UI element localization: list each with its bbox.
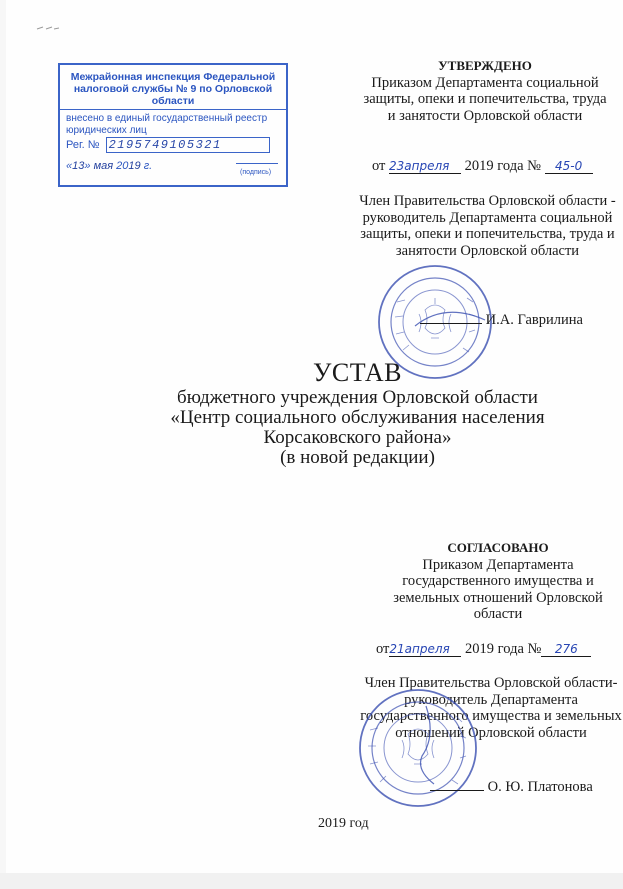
reg-label: Рег. № bbox=[66, 139, 100, 151]
agreed-date-suffix: 2019 года № bbox=[465, 641, 542, 657]
approved-date-prefix: от bbox=[372, 158, 386, 174]
title-line-2: «Центр социального обслуживания населения bbox=[170, 407, 545, 428]
approved-date-hand: 23апреля bbox=[389, 159, 461, 174]
agreed-date-line bbox=[376, 641, 591, 658]
signature-line-2 bbox=[430, 790, 484, 791]
title-main: УСТАВ bbox=[313, 358, 402, 387]
official-1-position: Член Правительства Орловской области - руководитель Департамента социальной защиты, опеки и попечительства, труда и занятости Орловской области bbox=[359, 193, 616, 259]
date-year: 19 bbox=[128, 160, 141, 172]
agreed-block bbox=[378, 540, 618, 623]
scan-edge-left bbox=[0, 0, 6, 889]
tax-stamp-sign-caption: (подпись) bbox=[240, 169, 272, 176]
reg-number: 2195749105321 bbox=[106, 137, 270, 153]
approved-text: Приказом Департамента социальной защиты, опеки и попечительства, труда и занятости Орловской области bbox=[363, 74, 607, 124]
official-1-block bbox=[355, 193, 620, 259]
approved-number-hand: 45-0 bbox=[545, 159, 593, 174]
title-line-1: бюджетного учреждения Орловской области bbox=[177, 387, 538, 408]
official-2-position: Член Правительства Орловской области-руководитель Департамента государственного имущества и земельных отношений Орловской области bbox=[360, 675, 622, 741]
signature-line-1 bbox=[420, 323, 482, 324]
tax-stamp-title: Межрайонная инспекция Федеральной налоговой службы № 9 по Орловской области bbox=[60, 65, 286, 110]
date-year-prefix: 20 bbox=[116, 160, 129, 172]
agreed-date-hand: 21апреля bbox=[389, 642, 461, 657]
official-1-name: И.А. Гаврилина bbox=[485, 312, 583, 328]
agreed-date-prefix: от bbox=[376, 641, 390, 657]
approved-block bbox=[360, 58, 610, 124]
official-2-name: О. Ю. Платонова bbox=[487, 779, 593, 795]
tax-registration-stamp bbox=[58, 63, 288, 187]
title-line-3: Корсаковского района» bbox=[263, 427, 452, 448]
agreed-text: Приказом Департамента государственного имущества и земельных отношений Орловской области bbox=[393, 556, 603, 622]
scan-mark bbox=[36, 24, 60, 32]
tax-stamp-date: «13» мая 2019 г. bbox=[66, 160, 153, 172]
title-line-4: (в новой редакции) bbox=[280, 447, 435, 468]
official-2-block bbox=[360, 675, 622, 741]
tax-stamp-text: внесено в единый государственный реестр юридических лиц bbox=[66, 113, 268, 136]
tax-stamp-reg bbox=[66, 137, 270, 153]
date-month: мая bbox=[93, 160, 114, 172]
approved-date-suffix: 2019 года № bbox=[464, 158, 541, 174]
official-1-signature bbox=[420, 312, 610, 329]
agreed-number-hand: 276 bbox=[541, 642, 591, 657]
approved-header: УТВЕРЖДЕНО bbox=[438, 58, 532, 73]
tax-stamp-signature-line bbox=[236, 163, 278, 164]
agreed-header: СОГЛАСОВАНО bbox=[447, 540, 549, 555]
document-year: 2019 год bbox=[318, 816, 369, 831]
document-title bbox=[120, 358, 595, 468]
official-2-signature bbox=[430, 779, 620, 796]
date-day: 13 bbox=[72, 160, 85, 172]
scan-edge-bottom bbox=[0, 873, 623, 889]
approved-date-line bbox=[372, 158, 593, 175]
